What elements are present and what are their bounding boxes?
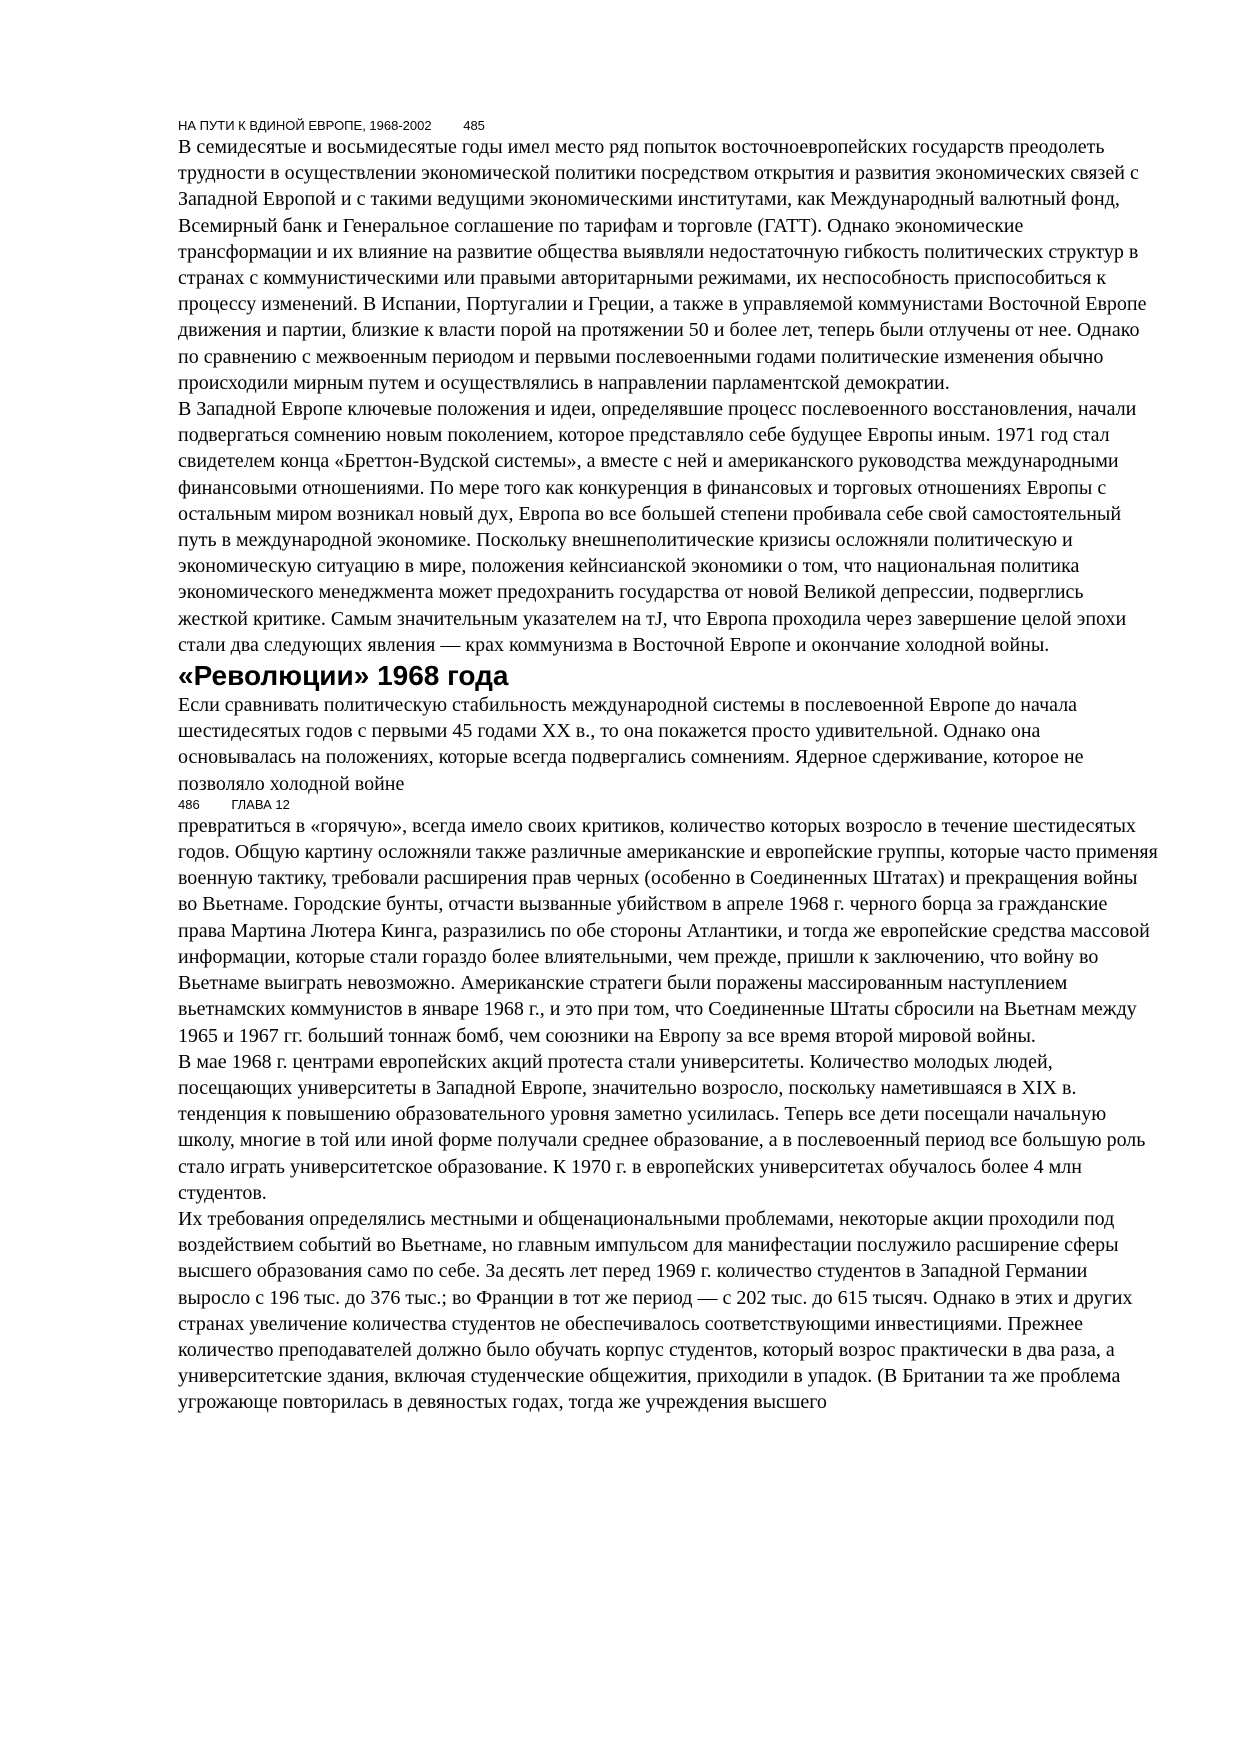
body-paragraph: В мае 1968 г. центрами европейских акций протеста стали университеты. Количество молодых людей, посещающих университеты в Западной Европе, значительно возросло, поскольку наметившаяся в XIX в. тенденция к повышению образовательного уровня заметно усилилась. Теперь все дети посещали начальную школу, многие в той или иной форме получали среднее образование, а в послевоенный период все большую роль стало играть университетское образование. К 1970 г. в европейских университетах обучалось более 4 млн студентов. — [178, 1050, 1146, 1204]
document-page — [178, 118, 1158, 1416]
running-header-next-page — [178, 797, 1158, 813]
body-paragraph: превратиться в «горячую», всегда имело своих критиков, количество которых возросло в течение шестидесятых годов. Общую картину осложняли также различные американские и европейские группы, которые часто применяя военную тактику, требовали расширения прав черных (особенно в Соединенных Штатах) и прекращения войны во Вьетнаме. Городские бунты, отчасти вызванные убийством в апреле 1968 г. черного борца за гражданские права Мартина Лютера Кинга, разразились по обе стороны Атлантики, и тогда же европейские средства массовой информации, которые стали гораздо более влиятельными, чем прежде, пришли к заключению, что войну во Вьетнаме выиграть невозможно. Американские стратеги были поражены массированным наступлением вьетнамских коммунистов в январе 1968 г., и это при том, что Соединенные Штаты сбросили на Вьетнам между 1965 и 1967 гг. больший тоннаж бомб, чем союзники на Европу за все время второй мировой войны. — [178, 814, 1158, 1047]
running-header-title: НА ПУТИ К ВДИНОЙ ЕВРОПЕ, 1968-2002 — [178, 118, 432, 133]
running-header-title: ГЛАВА 12 — [231, 796, 290, 812]
section-heading: «Революции» 1968 года — [178, 660, 509, 692]
body-paragraph: Их требования определялись местными и общенациональными проблемами, некоторые акции проходили под воздействием событий во Вьетнаме, но главным импульсом для манифестации послужило расширение сферы высшего образования само по себе. За десять лет перед 1969 г. количество студентов в Западной Германии выросло с 196 тыс. до 376 тыс.; во Франции в тот же период — с 202 тыс. до 615 тысяч. Однако в этих и других странах увеличение количества студентов не обеспечивалось соответствующими инвестициями. Прежнее количество преподавателей должно было обучать корпус студентов, который возрос практически в два раза, а университетские здания, включая студенческие общежития, приходили в упадок. (В Британии та же проблема угрожающе повторилась в девяностых годах, тогда же учреждения высшего — [178, 1207, 1133, 1414]
body-paragraph: Если сравнивать политическую стабильность международной системы в послевоенной Европе до начала шестидесятых годов с первыми 45 годами XX в., то она покажется просто удивительной. Однако она основывалась на положениях, которые всегда подвергались сомнениям. Ядерное сдерживание, которое не позволяло холодной войне — [178, 694, 1084, 795]
running-header — [178, 118, 1158, 134]
body-paragraph: В семидесятые и восьмидесятые годы имел место ряд попыток восточноевропейских государств преодолеть трудности в осуществлении экономической политики посредством открытия и развития экономических связей с Западной Европой и с такими ведущими экономическими институтами, как Международный валютный фонд, Всемирный банк и Генеральное соглашение по тарифам и торговле (ГАТТ). Однако экономические трансформации и их влияние на развитие общества выявляли недостаточную гибкость политических структур в странах с коммунистическими или правыми авторитарными режимами, их неспособность приспособиться к процессу изменений. В Испании, Португалии и Греции, а также в управляемой коммунистами Восточной Европе движения и партии, близкие к власти порой на протяжении 50 и более лет, теперь были отлучены от нее. Однако по сравнению с межвоенным периодом и первыми послевоенными годами политические изменения обычно происходили мирным путем и осуществлялись в направлении парламентской демократии. — [178, 136, 1147, 394]
page-number: 485 — [463, 118, 485, 133]
body-paragraph: В Западной Европе ключевые положения и идеи, определявшие процесс послевоенного восстановления, начали подвергаться сомнению новым поколением, которое представляло себе будущее Европы иным. 1971 год стал свидетелем конца «Бреттон-Вудской системы», а вместе с ней и американского руководства международными финансовыми отношениями. По мере того как конкуренция в финансовых и торговых отношениях Европы с остальным миром возникал новый дух, Европа во все большей степени пробивала себе свой самостоятельный путь в международной экономике. Поскольку внешнеполитические кризисы осложняли политическую и экономическую ситуацию в мире, положения кейнсианской экономики о том, что национальная политика экономического менеджмента может предохранить государства от новой Великой депрессии, подверглись жесткой критике. Самым значительным указателем на тJ, что Европа проходила через завершение целой эпохи стали два следующих явления — крах коммунизма в Восточной Европе и окончание холодной войны. — [178, 398, 1137, 656]
page-number: 486 — [178, 796, 200, 812]
